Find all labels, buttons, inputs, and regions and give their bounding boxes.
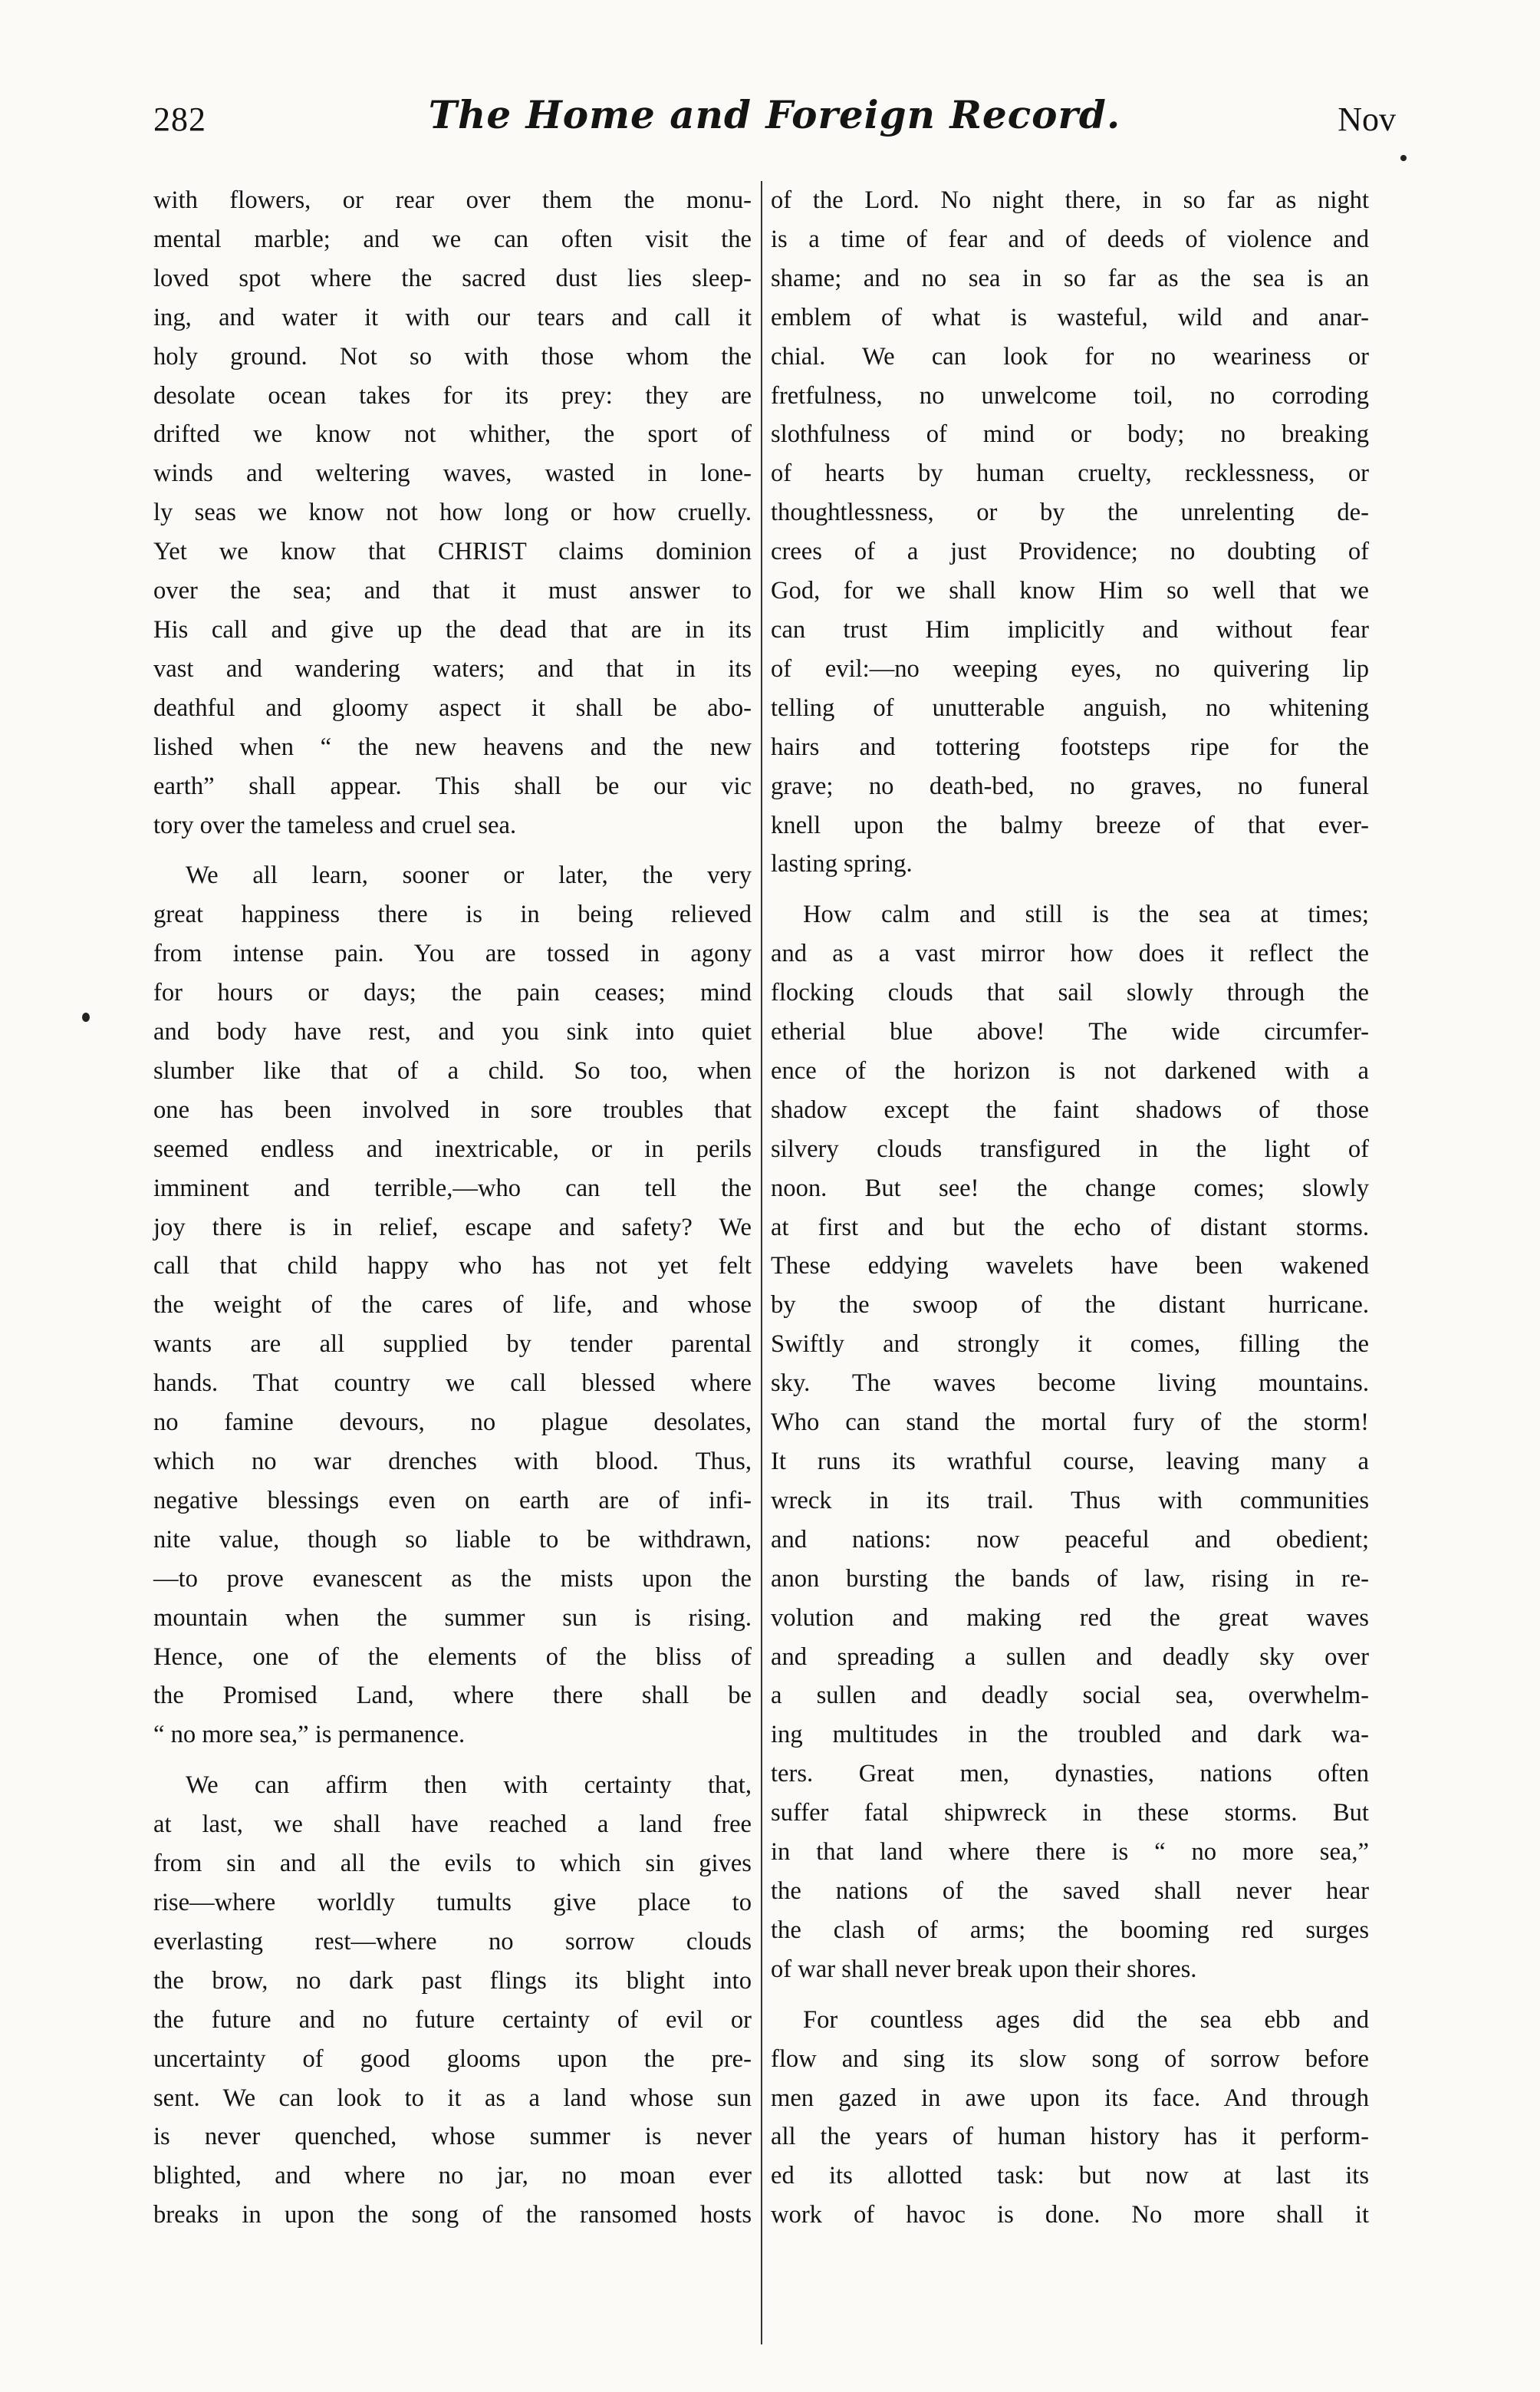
text-line: slumber like that of a child. So too, when xyxy=(153,1056,752,1085)
text-line: and as a vast mirror how does it reflect the xyxy=(771,940,1369,968)
text-line: emblem of what is wasteful, wild and anar- xyxy=(771,303,1369,331)
text-line: the clash of arms; the booming red surges xyxy=(771,1916,1369,1944)
text-line: shame; and no sea in so far as the sea is an xyxy=(771,264,1369,292)
text-line: crees of a just Providence; no doubting of xyxy=(771,538,1369,566)
text-line: We all learn, sooner or later, the very xyxy=(186,862,752,890)
text-line: sent. We can look to it as a land whose sun xyxy=(153,2084,752,2112)
text-line: “ no more sea,” is permanence. xyxy=(153,1721,466,1749)
text-line: thoughtlessness, or by the unrelenting de- xyxy=(771,499,1369,527)
text-line: and body have rest, and you sink into quiet xyxy=(153,1018,752,1046)
paragraph-gap xyxy=(771,1989,1369,2001)
left-column xyxy=(153,181,752,2235)
text-line: no famine devours, no plague desolates, xyxy=(153,1409,752,1437)
text-line: These eddying wavelets have been wakened xyxy=(771,1252,1369,1280)
text-line: the future and no future certainty of evil or xyxy=(153,2005,752,2034)
text-line: It runs its wrathful course, leaving many a xyxy=(771,1448,1369,1475)
text-line: Yet we know that CHRIST claims dominion xyxy=(153,538,752,566)
text-line: blighted, and where no jar, no moan ever xyxy=(153,2162,752,2190)
text-line: the nations of the saved shall never hear xyxy=(771,1876,1369,1905)
paragraph-gap xyxy=(771,884,1369,895)
text-line: wants are all supplied by tender parental xyxy=(153,1330,752,1359)
text-line: and spreading a sullen and deadly sky over xyxy=(771,1642,1369,1671)
text-line: Swiftly and strongly it comes, filling the xyxy=(771,1330,1369,1359)
text-line: one has been involved in sore troubles that xyxy=(153,1096,752,1124)
text-line: is a time of fear and of deeds of violence and xyxy=(771,225,1369,253)
text-line: shadow except the faint shadows of those xyxy=(771,1096,1369,1124)
text-line: noon. But see! the change comes; slowly xyxy=(771,1174,1369,1202)
text-line: knell upon the balmy breeze of that ever- xyxy=(771,811,1369,839)
text-line: sky. The waves become living mountains. xyxy=(771,1369,1369,1398)
text-line: flow and sing its slow song of sorrow before xyxy=(771,2044,1369,2073)
text-line: wreck in its trail. Thus with communities xyxy=(771,1486,1369,1514)
text-line: all the years of human history has it perform- xyxy=(771,2123,1369,2151)
text-line: How calm and still is the sea at times; xyxy=(803,901,1369,929)
text-line: by the swoop of the distant hurricane. xyxy=(771,1291,1369,1320)
text-line: can trust Him implicitly and without fear xyxy=(771,615,1369,644)
text-line: ence of the horizon is not darkened with a xyxy=(771,1056,1369,1085)
text-line: anon bursting the bands of law, rising in re- xyxy=(771,1564,1369,1593)
text-line: earth” shall appear. This shall be our vic xyxy=(153,772,752,800)
page-header xyxy=(153,92,1396,153)
text-line: at first and but the echo of distant storms. xyxy=(771,1213,1369,1241)
text-line: fretfulness, no unwelcome toil, no corroding xyxy=(771,381,1369,410)
text-line: joy there is in relief, escape and safety? We xyxy=(153,1213,752,1241)
text-line: from intense pain. You are tossed in agony xyxy=(153,940,752,968)
text-line: in that land where there is “ no more sea,” xyxy=(771,1838,1369,1866)
text-line: We can affirm then with certainty that, xyxy=(186,1771,752,1800)
text-line: vast and wandering waters; and that in its xyxy=(153,654,752,683)
text-line: volution and making red the great waves xyxy=(771,1603,1369,1632)
text-line: of evil:—no weeping eyes, no quivering lip xyxy=(771,654,1369,683)
text-line: ly seas we know not how long or how cruelly. xyxy=(153,499,752,527)
text-line: For countless ages did the sea ebb and xyxy=(803,2005,1369,2034)
text-line: over the sea; and that it must answer to xyxy=(153,577,752,605)
text-line: men gazed in awe upon its face. And through xyxy=(771,2084,1369,2112)
text-line: grave; no death-bed, no graves, no funeral xyxy=(771,772,1369,800)
text-line: silvery clouds transfigured in the light of xyxy=(771,1135,1369,1163)
text-line: Who can stand the mortal fury of the storm! xyxy=(771,1409,1369,1437)
ink-speck-icon xyxy=(82,1013,90,1022)
text-line: loved spot where the sacred dust lies sleep- xyxy=(153,264,752,292)
text-line: winds and weltering waves, wasted in lone- xyxy=(153,460,752,488)
text-line: the weight of the cares of life, and whose xyxy=(153,1291,752,1320)
text-line: call that child happy who has not yet felt xyxy=(153,1252,752,1280)
text-line: everlasting rest—where no sorrow clouds xyxy=(153,1927,752,1955)
text-line: uncertainty of good glooms upon the pre- xyxy=(153,2044,752,2073)
text-line: imminent and terrible,—who can tell the xyxy=(153,1174,752,1202)
text-line: ing, and water it with our tears and call it xyxy=(153,303,752,331)
text-line: flocking clouds that sail slowly through the xyxy=(771,979,1369,1007)
text-line: ing multitudes in the troubled and dark wa- xyxy=(771,1721,1369,1749)
text-line: from sin and all the evils to which sin gives xyxy=(153,1850,752,1878)
text-line: drifted we know not whither, the sport of xyxy=(153,420,752,449)
text-line: hands. That country we call blessed where xyxy=(153,1369,752,1398)
text-line: His call and give up the dead that are in its xyxy=(153,615,752,644)
text-line: and nations: now peaceful and obedient; xyxy=(771,1525,1369,1553)
text-line: holy ground. Not so with those whom the xyxy=(153,342,752,371)
text-line: negative blessings even on earth are of infi- xyxy=(153,1486,752,1514)
text-line: nite value, though so liable to be withdrawn, xyxy=(153,1525,752,1553)
text-line: etherial blue above! The wide circumfer- xyxy=(771,1018,1369,1046)
text-line: great happiness there is in being relieved xyxy=(153,901,752,929)
text-line: is never quenched, whose summer is never xyxy=(153,2123,752,2151)
running-title: The Home and Foreign Record. xyxy=(428,92,1121,137)
paragraph-gap xyxy=(153,845,752,856)
text-line: ed its allotted task: but now at last its xyxy=(771,2162,1369,2190)
text-line: Hence, one of the elements of the bliss of xyxy=(153,1642,752,1671)
text-line: hairs and tottering footsteps ripe for the xyxy=(771,733,1369,761)
text-line: God, for we shall know Him so well that we xyxy=(771,577,1369,605)
text-line: of the Lord. No night there, in so far as night xyxy=(771,186,1369,214)
text-line: tory over the tameless and cruel sea. xyxy=(153,811,517,839)
paragraph-gap xyxy=(153,1754,752,1766)
text-line: of hearts by human cruelty, recklessness, or xyxy=(771,460,1369,488)
ink-speck-icon xyxy=(1400,155,1407,161)
text-line: telling of unutterable anguish, no whitening xyxy=(771,694,1369,722)
text-line: desolate ocean takes for its prey: they are xyxy=(153,381,752,410)
text-columns xyxy=(153,181,1396,2329)
text-line: chial. We can look for no weariness or xyxy=(771,342,1369,371)
text-line: of war shall never break upon their shores. xyxy=(771,1955,1197,1983)
text-line: the brow, no dark past flings its blight into xyxy=(153,1966,752,1995)
text-line: lasting spring. xyxy=(771,850,913,878)
text-line: work of havoc is done. No more shall it xyxy=(771,2201,1369,2229)
text-line: mental marble; and we can often visit the xyxy=(153,225,752,253)
text-line: breaks in upon the song of the ransomed hosts xyxy=(153,2201,752,2229)
text-line: with flowers, or rear over them the monu- xyxy=(153,186,752,214)
text-line: which no war drenches with blood. Thus, xyxy=(153,1448,752,1475)
text-line: deathful and gloomy aspect it shall be abo- xyxy=(153,694,752,722)
text-line: —to prove evanescent as the mists upon the xyxy=(153,1564,752,1593)
text-line: slothfulness of mind or body; no breaking xyxy=(771,420,1369,449)
text-line: the Promised Land, where there shall be xyxy=(153,1682,752,1710)
text-line: mountain when the summer sun is rising. xyxy=(153,1603,752,1632)
running-month: Nov xyxy=(1338,100,1396,138)
text-line: lished when “ the new heavens and the new xyxy=(153,733,752,761)
text-line: suffer fatal shipwreck in these storms. But xyxy=(771,1799,1369,1827)
text-line: at last, we shall have reached a land free xyxy=(153,1810,752,1839)
text-line: seemed endless and inextricable, or in perils xyxy=(153,1135,752,1163)
right-column xyxy=(771,181,1369,2235)
text-line: ters. Great men, dynasties, nations often xyxy=(771,1760,1369,1788)
text-line: rise—where worldly tumults give place to xyxy=(153,1888,752,1916)
text-line: for hours or days; the pain ceases; mind xyxy=(153,979,752,1007)
text-line: a sullen and deadly social sea, overwhelm- xyxy=(771,1682,1369,1710)
page-number: 282 xyxy=(153,100,206,138)
